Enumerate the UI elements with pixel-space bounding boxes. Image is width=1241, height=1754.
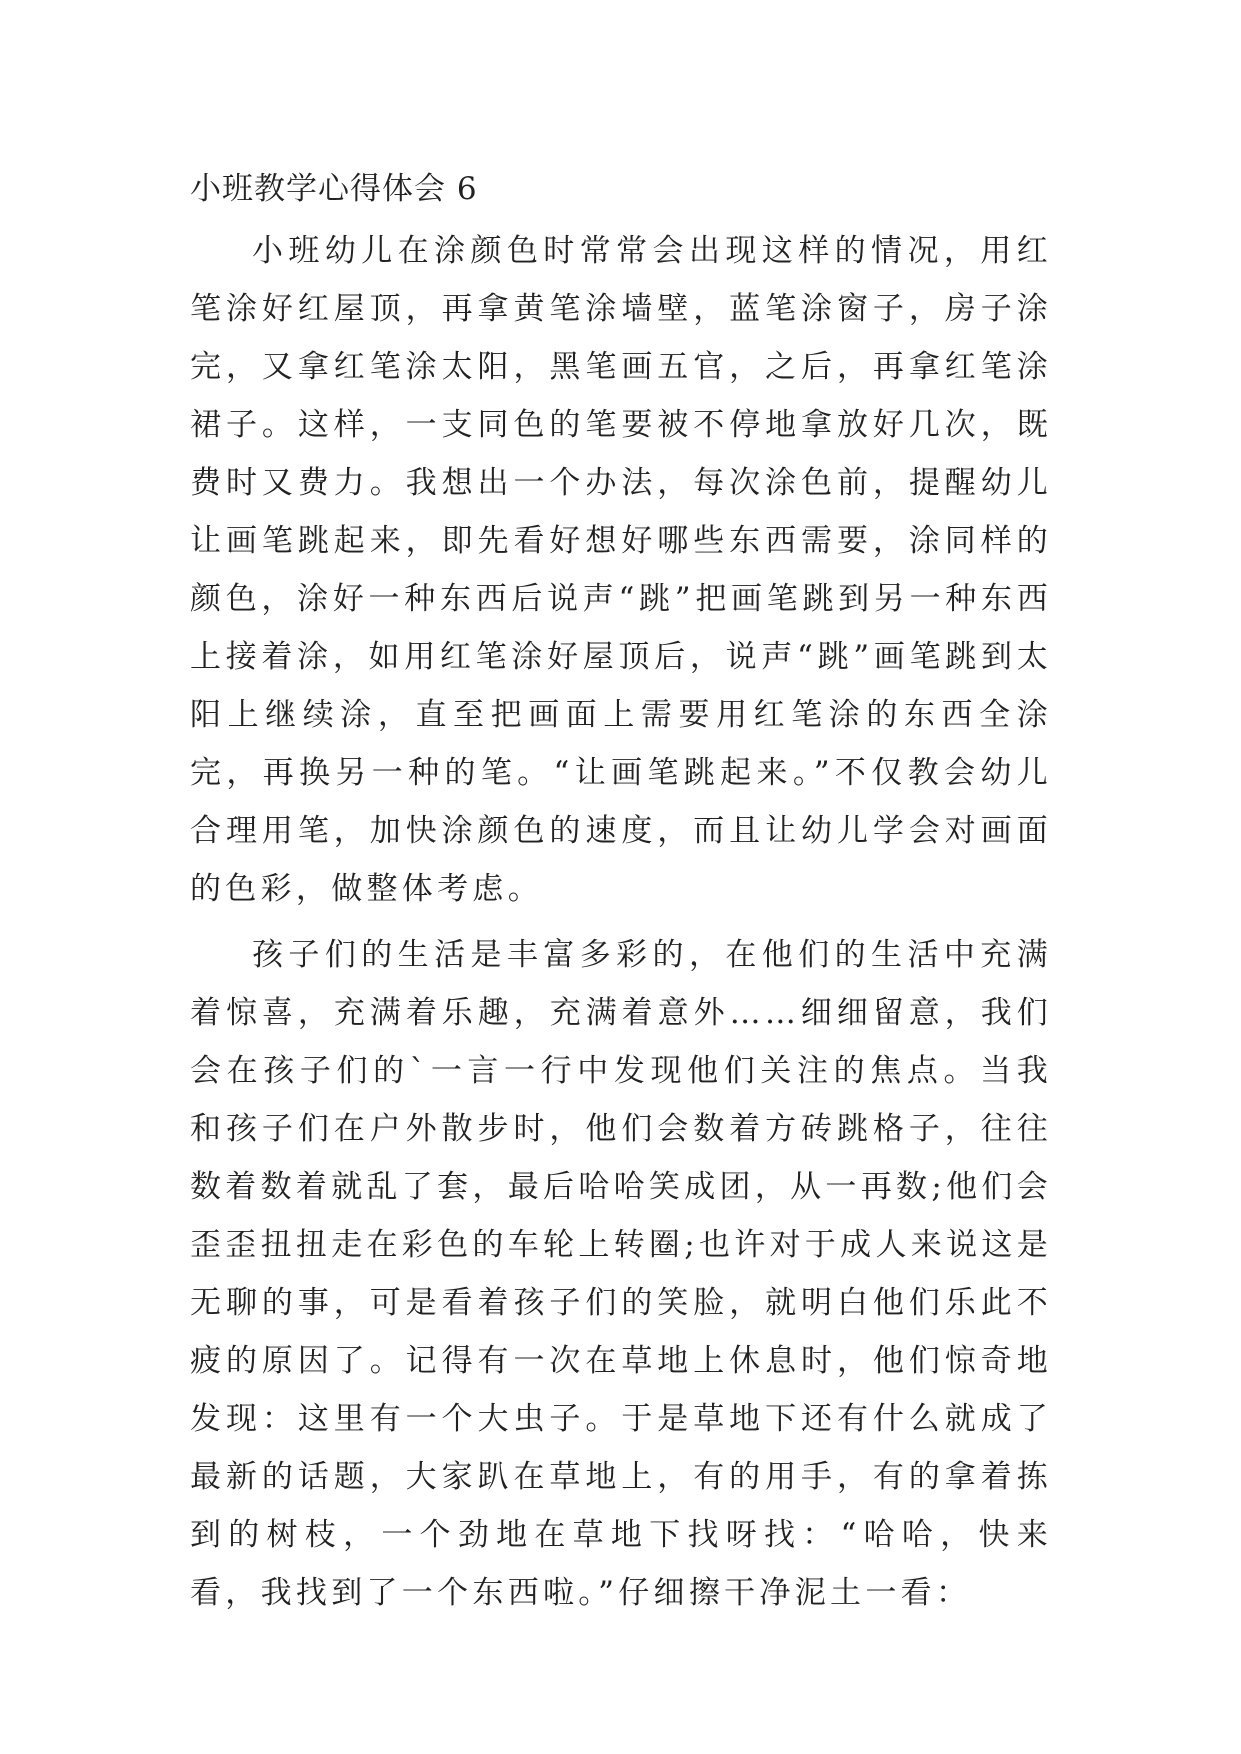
document-page [190,160,1052,1630]
document-title: 小班教学心得体会 6 [190,171,478,207]
paragraph-1: 小班幼儿在涂颜色时常常会出现这样的情况，用红笔涂好红屋顶，再拿黄笔涂墙壁，蓝笔涂窗子，房子涂完，又拿红笔涂太阳，黑笔画五官，之后，再拿红笔涂裙子。这样，一支同色的笔要被不停地拿放好几次，既费时又费力。我想出一个办法，每次涂色前，提醒幼儿让画笔跳起来，即先看好想好哪些东西需要，涂同样的颜色，涂好一种东西后说声“跳”把画笔跳到另一种东西上接着涂，如用红笔涂好屋顶后，说声“跳”画笔跳到太阳上继续涂，直至把画面上需要用红笔涂的东西全涂完，再换另一种的笔。“让画笔跳起来。”不仅教会幼儿合理用笔，加快涂颜色的速度，而且让幼儿学会对画面的色彩，做整体考虑。 [190,233,1052,907]
paragraph-2: 孩子们的生活是丰富多彩的，在他们的生活中充满着惊喜，充满着乐趣，充满着意外……细细留意，我们会在孩子们的`一言一行中发现他们关注的焦点。当我和孩子们在户外散步时，他们会数着方砖跳格子，往往数着数着就乱了套，最后哈哈笑成团，从一再数;他们会歪歪扭扭走在彩色的车轮上转圈;也许对于成人来说这是无聊的事，可是看着孩子们的笑脸，就明白他们乐此不疲的原因了。记得有一次在草地上休息时，他们惊奇地发现：这里有一个大虫子。于是草地下还有什么就成了最新的话题，大家趴在草地上，有的用手，有的拿着拣到的树枝，一个劲地在草地下找呀找：“哈哈，快来看，我找到了一个东西啦。”仔细擦干净泥土一看： [190,937,1052,1611]
